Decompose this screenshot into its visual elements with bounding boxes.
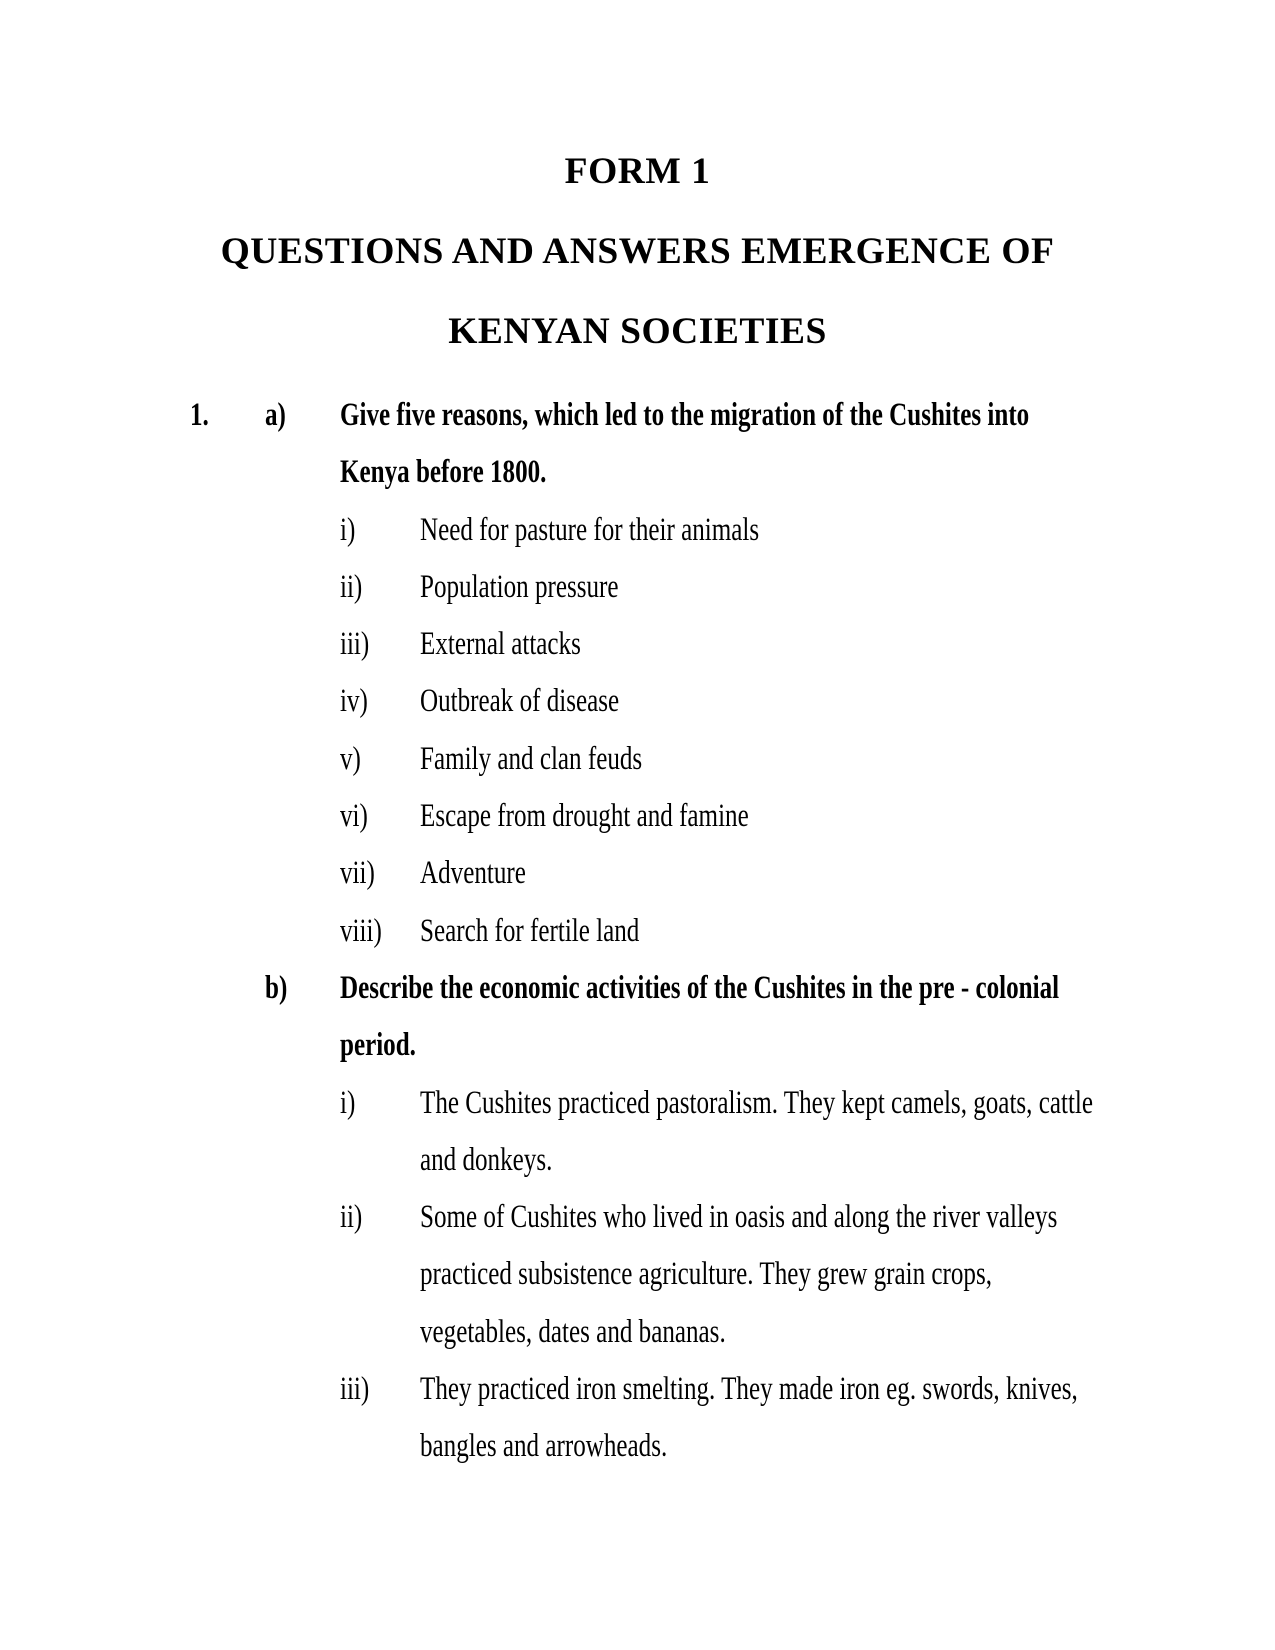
question-number: 1. xyxy=(190,397,209,433)
answer-item xyxy=(0,731,1275,788)
answer-text-line: and donkeys. xyxy=(420,1141,553,1178)
answer-text-line: They practiced iron smelting. They made iron eg. swords, knives, xyxy=(420,1371,1078,1408)
answer-item-label: v) xyxy=(340,740,361,777)
answer-continuation xyxy=(0,1418,1275,1475)
answer-text-line: External attacks xyxy=(420,626,581,663)
answer-text-line: bangles and arrowheads. xyxy=(420,1428,668,1465)
title-line-questions-answers: QUESTIONS AND ANSWERS EMERGENCE OF xyxy=(220,231,1055,272)
answer-item-label: viii) xyxy=(340,912,382,949)
answer-item-label: vi) xyxy=(340,798,368,835)
answer-item xyxy=(0,502,1275,559)
answer-text-line: Some of Cushites who lived in oasis and along the river valleys xyxy=(420,1199,1058,1236)
part-b-question-row xyxy=(0,960,1275,1017)
answer-item xyxy=(0,1361,1275,1418)
part-b-question-row xyxy=(0,1017,1275,1074)
answer-item-label: iv) xyxy=(340,683,368,720)
answer-text-line: Outbreak of disease xyxy=(420,683,620,720)
part-a-question-row xyxy=(0,444,1275,501)
answer-item xyxy=(0,845,1275,902)
answer-text-line: Population pressure xyxy=(420,568,619,605)
title-line-form: FORM 1 xyxy=(564,151,711,192)
question-1 xyxy=(0,387,1275,1476)
answer-text-line: Search for fertile land xyxy=(420,912,640,949)
part-a-label: a) xyxy=(265,397,286,433)
answer-item xyxy=(0,903,1275,960)
answer-item-label: ii) xyxy=(340,568,363,605)
answer-item xyxy=(0,1189,1275,1246)
answer-item-label: i) xyxy=(340,1084,356,1121)
answer-text-line: vegetables, dates and bananas. xyxy=(420,1313,726,1350)
answer-item-label: i) xyxy=(340,511,356,548)
title-line-kenyan-societies: KENYAN SOCIETIES xyxy=(448,311,827,352)
answer-continuation xyxy=(0,1304,1275,1361)
part-a-question-line: Give five reasons, which led to the migration of the Cushites into xyxy=(340,397,1030,433)
answer-text-line: Adventure xyxy=(420,855,526,892)
part-a-question-line: Kenya before 1800. xyxy=(340,454,547,491)
answer-text-line: Need for pasture for their animals xyxy=(420,511,760,548)
document-title xyxy=(0,132,1275,372)
answer-continuation xyxy=(0,1132,1275,1189)
answer-item xyxy=(0,616,1275,673)
answer-item xyxy=(0,1075,1275,1132)
answer-text-line: practiced subsistence agriculture. They grew grain crops, xyxy=(420,1256,992,1293)
answer-item xyxy=(0,559,1275,616)
part-a-question-row xyxy=(0,387,1275,444)
part-b-question-line: period. xyxy=(340,1027,416,1064)
part-b-label: b) xyxy=(265,969,288,1006)
answer-item-label: iii) xyxy=(340,1371,370,1408)
answer-text-line: Family and clan feuds xyxy=(420,740,643,777)
answer-item-label: iii) xyxy=(340,626,370,663)
answer-item xyxy=(0,673,1275,730)
part-b-question-line: Describe the economic activities of the Cushites in the pre - colonial xyxy=(340,969,1060,1006)
answer-item-label: ii) xyxy=(340,1199,363,1236)
answer-item xyxy=(0,788,1275,845)
answer-text-line: Escape from drought and famine xyxy=(420,798,749,835)
answer-text-line: The Cushites practiced pastoralism. They kept camels, goats, cattle xyxy=(420,1084,1094,1121)
answer-continuation xyxy=(0,1246,1275,1303)
answer-item-label: vii) xyxy=(340,855,375,892)
